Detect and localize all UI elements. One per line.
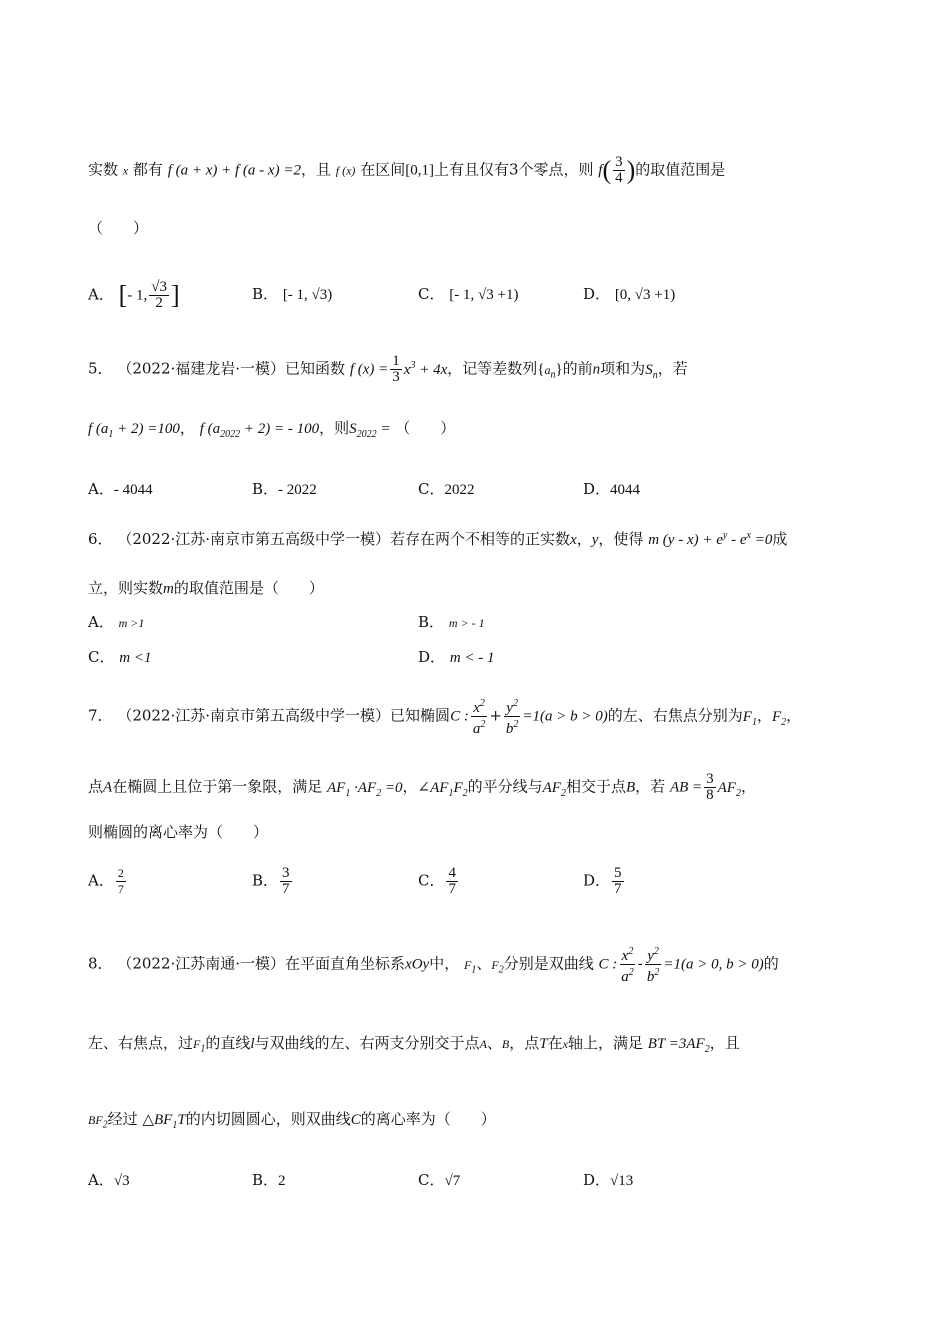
q5-line-1: 5． （2022·福建龙岩·一模）已知函数 f (x) = $\frac{1}{3}$ $x^3 + 4x$，记等差数列$\{a_n\}$的前n项和为$S_n$，若 bbox=[88, 353, 688, 385]
q7-source: （2022·江苏·南京市第五高级中学一模） bbox=[117, 706, 391, 725]
q8-source: （2022·江苏南通·一模） bbox=[117, 954, 286, 973]
q7-line-2: 点A在椭圆上且位于第一象限，满足 $AF_1 \cdot AF_2 =0$，$\angle AF_1F_2$的平分线与$AF_2$相交于点B，若 AB = $\frac{3}{8}$ $AF_2$， bbox=[88, 771, 756, 803]
q4-option-a: A． [- 1, $\frac{√3}{2}$ ] bbox=[88, 279, 180, 311]
q8-option-b: B．2 bbox=[252, 1171, 286, 1189]
q4-text: 的取值范围是 bbox=[635, 160, 726, 179]
q5-source: （2022·福建龙岩·一模） bbox=[117, 359, 286, 378]
q8-option-a: A．√3 bbox=[88, 1171, 130, 1189]
q7-line-3: 则椭圆的离心率为（ ） bbox=[88, 823, 269, 841]
q6-line-2: 立，则实数m的取值范围是（ ） bbox=[88, 579, 324, 597]
q6-option-d: D． m < - 1 bbox=[418, 648, 495, 666]
q4-text: 实数 bbox=[88, 160, 119, 179]
q5-line-2: f $(a_1 + 2) =100$， f $(a_{2022} + 2)$ = - 100，则$S_{2022}$ = （ ） bbox=[88, 419, 456, 440]
q4-line-1: 实数 x 都有 f (a + x) + f (a - x) =2，且 f (x) 在区间[0,1]上有且仅有3个零点，则 f( $\frac{3}{4}$ )的取值范围是 bbox=[88, 154, 726, 186]
q4-text: ，且 bbox=[300, 160, 331, 179]
q4-option-c: C． [- 1, √3 +1) bbox=[418, 285, 519, 303]
q5-option-c: C．2022 bbox=[418, 480, 475, 498]
q5-option-b: B．- 2022 bbox=[252, 480, 317, 498]
q6-line-1: 6． （2022·江苏·南京市第五高级中学一模）若存在两个不相等的正实数x，y，使得 m $(y - x) + e^y - e^x =0$成 bbox=[88, 530, 788, 548]
q8-line-1: 8． （2022·江苏南通·一模）在平面直角坐标系xOy中， $F_1$、$F_2$分别是双曲线 C : $\frac{x^2}{a^2}$ - $\frac{y^2}{b^2}$ =1(a > 0, b > 0)的 bbox=[88, 946, 779, 985]
q8-option-c: C．√7 bbox=[418, 1171, 461, 1189]
q6-option-a: A． m >1 bbox=[88, 613, 145, 631]
q4-text: 上有且仅有3个零点，则 bbox=[433, 160, 594, 179]
q7-option-d: D． $\frac{5}{7}$ bbox=[583, 865, 622, 897]
q6-option-b: B． m > - 1 bbox=[418, 613, 485, 631]
q7-line-1: 7． （2022·江苏·南京市第五高级中学一模）已知椭圆C : $\frac{x^2}{a^2}$ + $\frac{y^2}{b^2}$ =1(a > b > 0)的左、右焦点分别为$F_1$，$F_2$， bbox=[88, 698, 802, 737]
q6-source: （2022·江苏·南京市第五高级中学一模） bbox=[117, 530, 391, 548]
q7-option-a: A． $\frac{2}{7}$ bbox=[88, 866, 124, 896]
q8-option-d: D．√13 bbox=[583, 1171, 634, 1189]
q4-option-d: D． [0, √3 +1) bbox=[583, 285, 676, 303]
q4-text: 都有 bbox=[132, 160, 163, 179]
q4-option-b: B． [- 1, √3) bbox=[252, 285, 333, 303]
q4-text: 在区间 bbox=[360, 160, 406, 179]
q8-line-2: 左、右焦点，过$F_1$的直线l与双曲线的左、右两支分别交于点A、B，点T在x轴上，满足 BT $=3AF_2$，且 bbox=[88, 1034, 740, 1055]
q8-line-3: $BF_2$经过 $\triangle BF_1T$的内切圆圆心，则双曲线C的离心率为（ ） bbox=[88, 1110, 496, 1131]
q7-option-b: B． $\frac{3}{7}$ bbox=[252, 865, 290, 897]
q6-option-c: C． m <1 bbox=[88, 648, 152, 666]
q7-option-c: C． $\frac{4}{7}$ bbox=[418, 865, 456, 897]
q5-option-a: A．- 4044 bbox=[88, 480, 153, 498]
q4-paren: （ ） bbox=[88, 219, 149, 237]
q5-option-d: D．4044 bbox=[583, 480, 641, 498]
